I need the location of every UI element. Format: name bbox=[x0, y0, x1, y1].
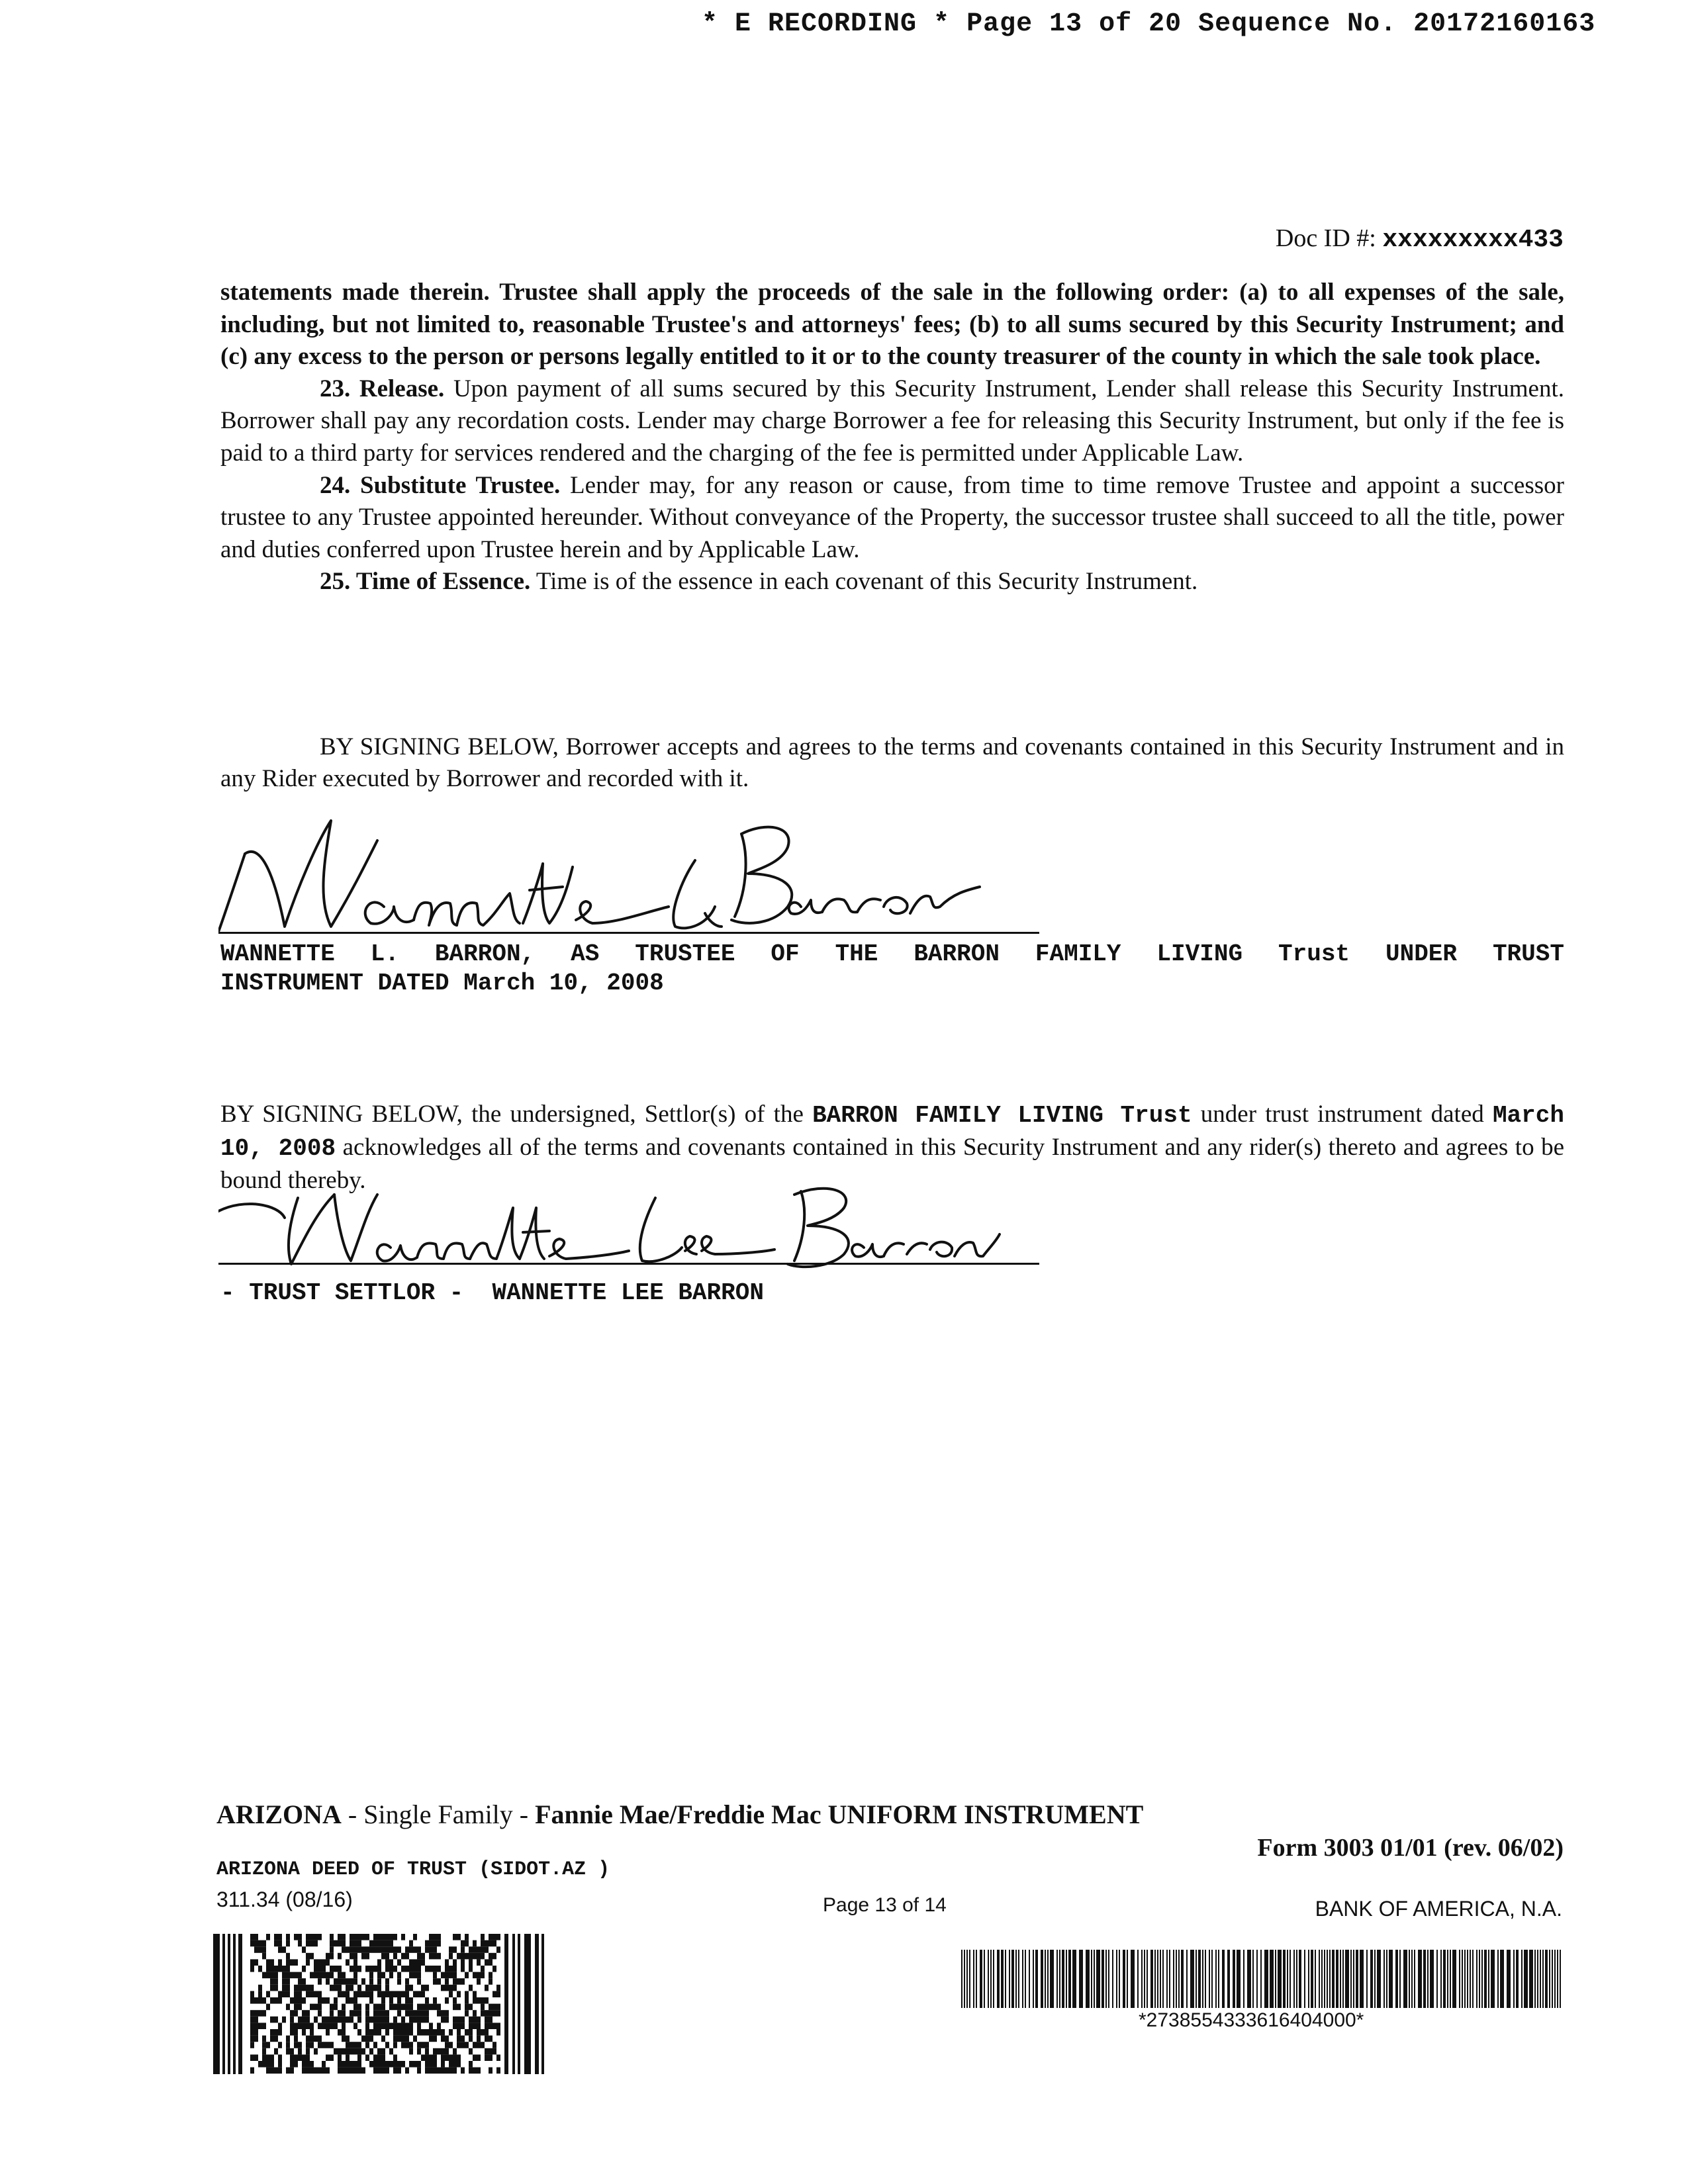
footer-version: 311.34 (08/16) bbox=[216, 1888, 353, 1911]
trustee-name-line-1 bbox=[220, 940, 1564, 969]
settlor-name-line: - TRUST SETTLOR - WANNETTE LEE BARRON bbox=[220, 1279, 764, 1306]
signature-line-2 bbox=[218, 1263, 1039, 1265]
name-word: UNDER bbox=[1385, 940, 1458, 968]
name-word: OF bbox=[771, 940, 800, 968]
trustee-signature bbox=[218, 814, 1053, 940]
section-25-title: 25. Time of Essence. bbox=[320, 568, 531, 596]
footer-state-rest: - Single Family - bbox=[341, 1799, 536, 1829]
section-23-text: Upon payment of all sums secured by this Security Instrument, Lender shall release this Security Instrument. Borrower shall pay any recordation costs. Lender may charge Borrower a fee for releasing this Security Instrument, but only if the fee is paid to a third party for services rendered and the charging of the fee is permitted under Applicable Law. bbox=[220, 375, 1564, 467]
name-word: Trust bbox=[1278, 940, 1350, 968]
section-24-title: 24. Substitute Trustee. bbox=[320, 471, 561, 499]
footer-bank-name: BANK OF AMERICA, N.A. bbox=[1315, 1897, 1562, 1921]
name-word: TRUSTEE bbox=[635, 940, 735, 968]
section-23-title: 23. Release. bbox=[320, 375, 445, 402]
name-word: WANNETTE bbox=[220, 940, 335, 968]
trust-name: BARRON FAMILY LIVING Trust bbox=[812, 1102, 1192, 1129]
pdf417-barcode bbox=[213, 1934, 544, 2074]
signature-line-1 bbox=[218, 932, 1039, 934]
borrower-signing-statement: BY SIGNING BELOW, Borrower accepts and agrees to the terms and covenants contained in this Security Instrument and in any Rider executed by Borrower and recorded with it. bbox=[220, 733, 1564, 792]
section-25-time-of-essence bbox=[220, 566, 1564, 598]
doc-id-label: Doc ID #: bbox=[1275, 224, 1376, 252]
section-24-text: Lender may, for any reason or cause, from time to time remove Trustee and appoint a successor trustee to any Trustee appointed hereunder. Without conveyance of the Property, the successor trustee shall succeed to all the title, power and duties conferred upon Trustee herein and by Applicable Law. bbox=[220, 471, 1564, 563]
footer-form-number: Form 3003 01/01 (rev. 06/02) bbox=[1257, 1834, 1564, 1862]
deed-body bbox=[220, 277, 1564, 598]
name-word: LIVING bbox=[1156, 940, 1243, 968]
name-word: BARRON bbox=[914, 940, 1000, 968]
footer-state: ARIZONA bbox=[216, 1799, 342, 1829]
doc-id-value: xxxxxxxxx433 bbox=[1382, 226, 1564, 254]
section-25-text: Time is of the essence in each covenant of this Security Instrument. bbox=[530, 568, 1198, 596]
settlor-text-a: BY SIGNING BELOW, the undersigned, Settlor(s) of the bbox=[220, 1101, 813, 1128]
section-23-release bbox=[220, 373, 1564, 470]
settlor-text-b: under trust instrument dated bbox=[1192, 1101, 1493, 1128]
linear-barcode bbox=[961, 1950, 1564, 2009]
footer-uniform: Fannie Mae/Freddie Mac UNIFORM INSTRUMENT bbox=[535, 1799, 1144, 1829]
trustee-name-block bbox=[220, 940, 1564, 998]
trust-date: March 10, 2008 bbox=[220, 1102, 1564, 1162]
name-word: BARRON, bbox=[434, 940, 536, 968]
name-word: L. bbox=[370, 940, 399, 968]
recording-header: * E RECORDING * Page 13 of 20 Sequence No. 20172160163 bbox=[702, 9, 1596, 39]
name-word: TRUST bbox=[1492, 940, 1564, 968]
trustee-name-line-2: INSTRUMENT DATED March 10, 2008 bbox=[220, 970, 664, 997]
section-24-substitute-trustee bbox=[220, 470, 1564, 567]
footer-state-line bbox=[216, 1799, 1143, 1830]
footer-page-number: Page 13 of 14 bbox=[823, 1894, 947, 1916]
doc-id bbox=[1276, 224, 1564, 254]
barcode-number: *2738554333616404000* bbox=[1139, 2009, 1364, 2031]
name-word: THE bbox=[835, 940, 878, 968]
name-word: AS bbox=[571, 940, 600, 968]
settlor-signature bbox=[218, 1171, 1053, 1271]
footer-deed-title: ARIZONA DEED OF TRUST (SIDOT.AZ ) bbox=[216, 1858, 610, 1881]
name-word: FAMILY bbox=[1035, 940, 1121, 968]
settlor-text-c: acknowledges all of the terms and covenants contained in this Security Instrument and any rider(s) thereto and agrees to be bound thereby. bbox=[220, 1134, 1565, 1194]
sale-proceeds-paragraph: statements made therein. Trustee shall apply the proceeds of the sale in the following order: (a) to all expenses of the sale, including, but not limited to, reasonable Trustee's and attorneys' fees; (b) to all sums secured by this Security Instrument; and (c) any excess to the person or persons legally entitled to it or to the county treasurer of the county in which the sale took place. bbox=[220, 279, 1564, 371]
